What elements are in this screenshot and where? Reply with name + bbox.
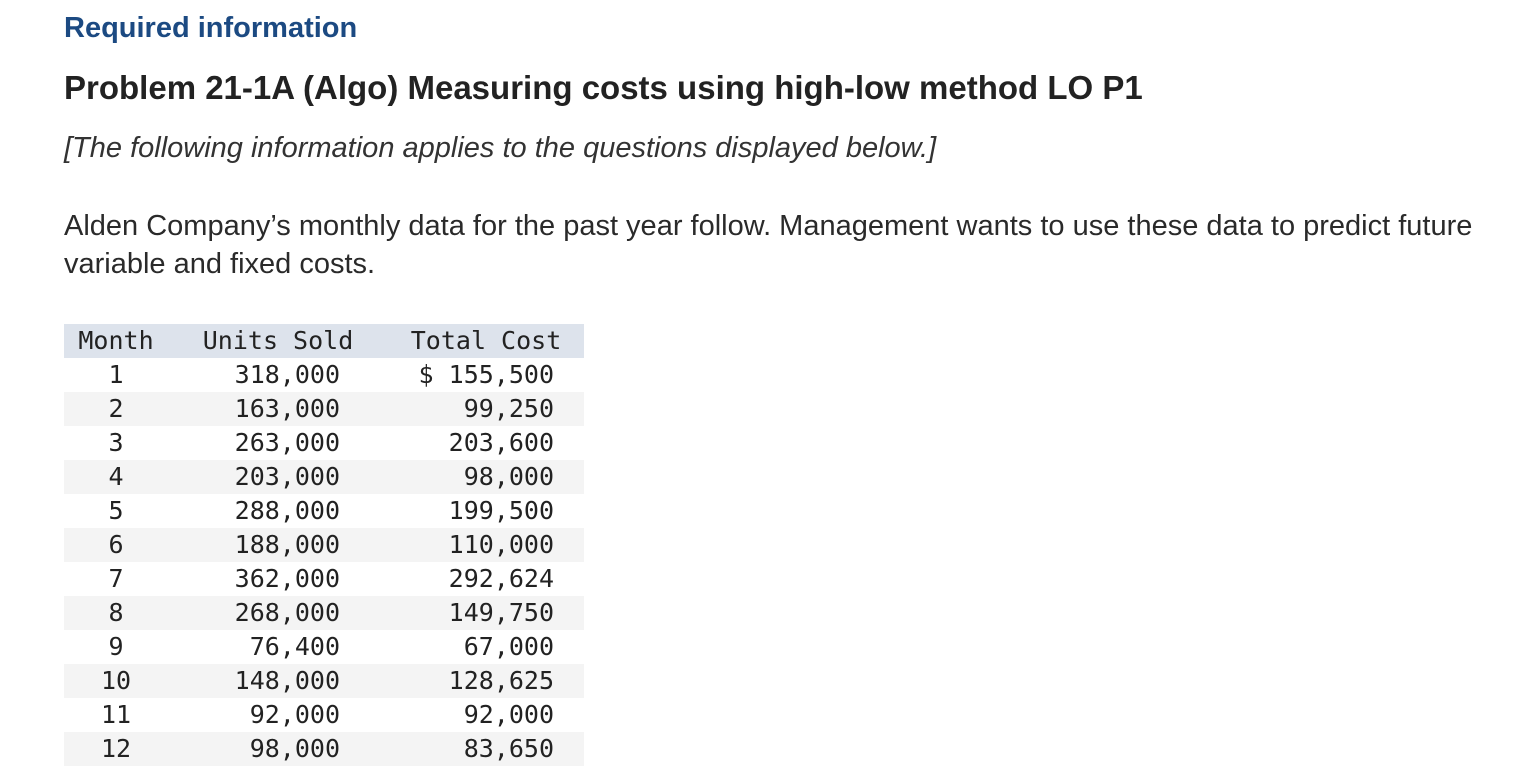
month-value: 7 bbox=[108, 564, 124, 593]
units-sold-value: 203,000 bbox=[234, 462, 340, 491]
table-row bbox=[64, 426, 584, 460]
total-cost-cell bbox=[388, 392, 584, 426]
monthly-data-table bbox=[64, 324, 584, 766]
units-sold-cell bbox=[168, 494, 388, 528]
units-sold-cell bbox=[168, 528, 388, 562]
total-cost-wrap bbox=[419, 358, 584, 392]
total-cost-cell bbox=[388, 460, 584, 494]
total-cost-cell bbox=[388, 528, 584, 562]
header-month: Month bbox=[64, 324, 168, 358]
units-sold-cell bbox=[168, 426, 388, 460]
total-cost-value: 149,750 bbox=[448, 598, 554, 627]
total-cost-cell bbox=[388, 732, 584, 766]
month-value: 2 bbox=[108, 394, 124, 423]
total-cost-value: 128,625 bbox=[448, 666, 554, 695]
table-body bbox=[64, 358, 584, 766]
table-row bbox=[64, 732, 584, 766]
total-cost-wrap bbox=[464, 630, 584, 664]
month-cell bbox=[64, 562, 168, 596]
month-cell bbox=[64, 528, 168, 562]
month-value: 3 bbox=[108, 428, 124, 457]
total-cost-value: 292,624 bbox=[448, 564, 554, 593]
units-sold-cell bbox=[168, 562, 388, 596]
total-cost-cell bbox=[388, 698, 584, 732]
units-sold-value: 288,000 bbox=[234, 496, 340, 525]
table-row bbox=[64, 562, 584, 596]
total-cost-wrap bbox=[464, 698, 584, 732]
total-cost-wrap bbox=[449, 528, 584, 562]
month-value: 10 bbox=[100, 666, 132, 695]
units-sold-value: 92,000 bbox=[249, 700, 340, 729]
total-cost-cell bbox=[388, 664, 584, 698]
units-sold-value: 263,000 bbox=[234, 428, 340, 457]
month-cell bbox=[64, 732, 168, 766]
units-sold-value: 98,000 bbox=[249, 734, 340, 763]
total-cost-cell bbox=[388, 562, 584, 596]
total-cost-cell bbox=[388, 494, 584, 528]
total-cost-value: 98,000 bbox=[463, 462, 554, 491]
table-row bbox=[64, 460, 584, 494]
month-cell bbox=[64, 392, 168, 426]
units-sold-cell bbox=[168, 630, 388, 664]
total-cost-cell bbox=[388, 596, 584, 630]
table-row bbox=[64, 358, 584, 392]
units-sold-cell bbox=[168, 596, 388, 630]
month-cell bbox=[64, 494, 168, 528]
month-value: 9 bbox=[108, 632, 124, 661]
total-cost-wrap bbox=[449, 664, 584, 698]
units-sold-value: 362,000 bbox=[234, 564, 340, 593]
units-sold-value: 188,000 bbox=[234, 530, 340, 559]
problem-intro: Alden Company’s monthly data for the past year follow. Management wants to use these data to predict future variable and fixed costs. bbox=[64, 210, 1473, 280]
units-sold-value: 163,000 bbox=[234, 394, 340, 423]
table-row bbox=[64, 664, 584, 698]
total-cost-wrap bbox=[449, 562, 584, 596]
units-sold-cell bbox=[168, 392, 388, 426]
units-sold-value: 318,000 bbox=[234, 360, 340, 389]
total-cost-value: 92,000 bbox=[463, 700, 554, 729]
units-sold-cell bbox=[168, 698, 388, 732]
units-sold-cell bbox=[168, 664, 388, 698]
table-header-row bbox=[64, 324, 584, 358]
currency-symbol: $ bbox=[418, 360, 449, 389]
total-cost-value: 83,650 bbox=[463, 734, 554, 763]
units-sold-value: 76,400 bbox=[249, 632, 340, 661]
units-sold-cell bbox=[168, 460, 388, 494]
total-cost-wrap bbox=[464, 392, 584, 426]
total-cost-value: 155,500 bbox=[448, 360, 554, 389]
total-cost-wrap bbox=[449, 494, 584, 528]
month-value: 4 bbox=[108, 462, 124, 491]
applies-note: [The following information applies to the questions displayed below.] bbox=[64, 132, 937, 164]
month-cell bbox=[64, 358, 168, 392]
month-cell bbox=[64, 426, 168, 460]
total-cost-value: 99,250 bbox=[463, 394, 554, 423]
total-cost-wrap bbox=[449, 596, 584, 630]
total-cost-value: 110,000 bbox=[448, 530, 554, 559]
required-information-heading: Required information bbox=[64, 12, 358, 44]
total-cost-wrap bbox=[464, 732, 584, 766]
month-value: 8 bbox=[108, 598, 124, 627]
total-cost-value: 203,600 bbox=[448, 428, 554, 457]
total-cost-cell bbox=[388, 358, 584, 392]
table-row bbox=[64, 494, 584, 528]
table-row bbox=[64, 392, 584, 426]
month-value: 6 bbox=[108, 530, 124, 559]
problem-title: Problem 21-1A (Algo) Measuring costs using high-low method LO P1 bbox=[64, 69, 1143, 106]
total-cost-wrap bbox=[464, 460, 584, 494]
header-units-sold: Units Sold bbox=[168, 324, 388, 358]
month-cell bbox=[64, 664, 168, 698]
month-value: 11 bbox=[100, 700, 132, 729]
header-total-cost: Total Cost bbox=[388, 324, 584, 358]
units-sold-cell bbox=[168, 358, 388, 392]
units-sold-cell bbox=[168, 732, 388, 766]
table-row bbox=[64, 596, 584, 630]
table-row bbox=[64, 528, 584, 562]
month-value: 12 bbox=[100, 734, 132, 763]
month-cell bbox=[64, 630, 168, 664]
month-cell bbox=[64, 596, 168, 630]
month-cell bbox=[64, 698, 168, 732]
total-cost-value: 199,500 bbox=[448, 496, 554, 525]
month-value: 5 bbox=[108, 496, 124, 525]
units-sold-value: 148,000 bbox=[234, 666, 340, 695]
total-cost-wrap bbox=[449, 426, 584, 460]
total-cost-cell bbox=[388, 630, 584, 664]
table-row bbox=[64, 630, 584, 664]
units-sold-value: 268,000 bbox=[234, 598, 340, 627]
total-cost-value: 67,000 bbox=[463, 632, 554, 661]
total-cost-cell bbox=[388, 426, 584, 460]
table-row bbox=[64, 698, 584, 732]
month-value: 1 bbox=[108, 360, 124, 389]
month-cell bbox=[64, 460, 168, 494]
